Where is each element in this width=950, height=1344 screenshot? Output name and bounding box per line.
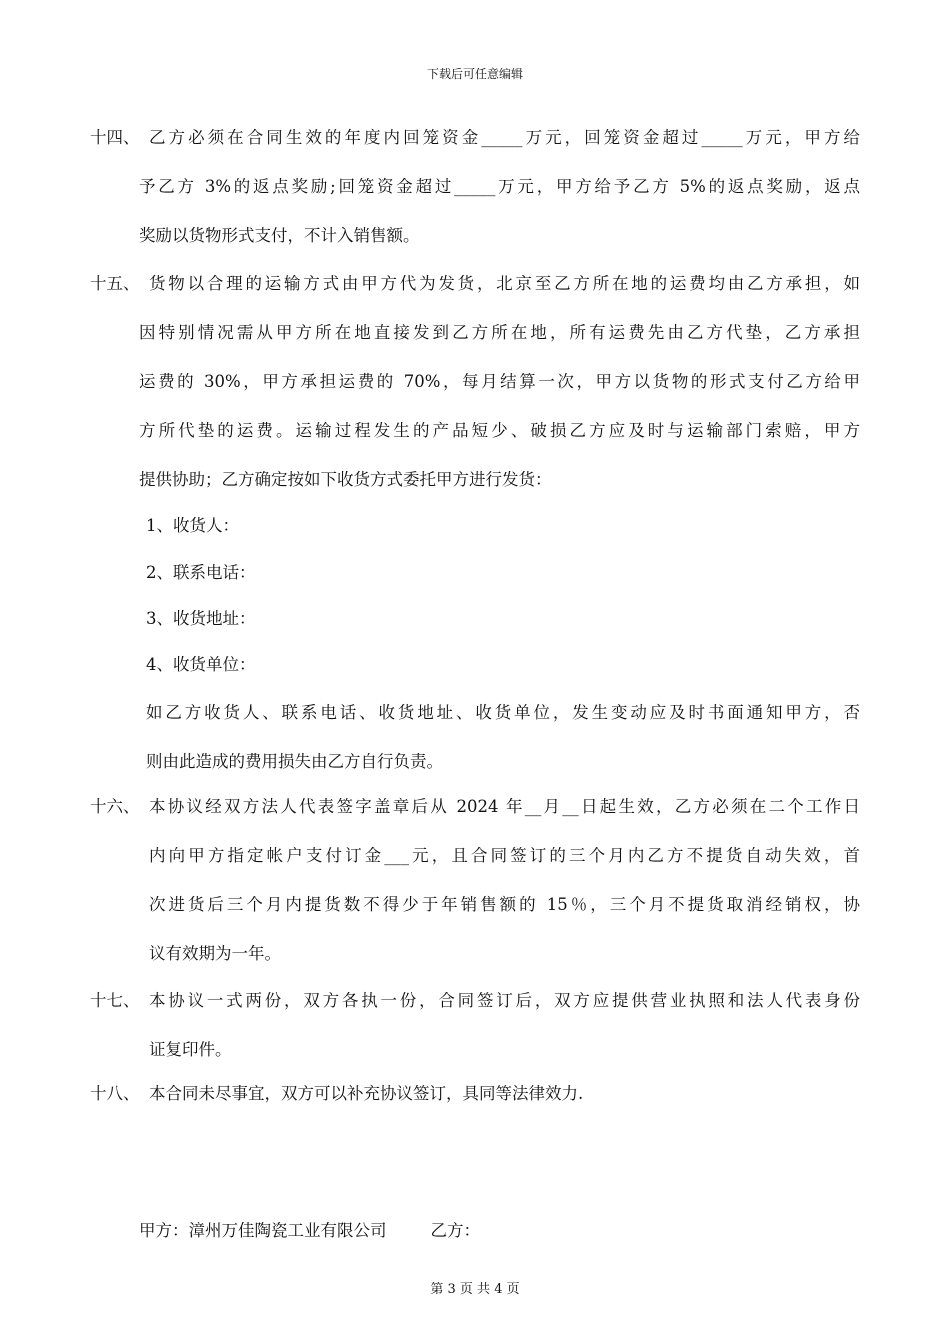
clause-number: 十八、 xyxy=(90,1084,140,1103)
clause-15 xyxy=(90,259,860,504)
clause-text-line: 予乙方 3%的返点奖励;回笼资金超过_____万元，甲方给予乙方 5%的返点奖励，返点 xyxy=(139,177,860,196)
clause-text-line: 因特别情况需从甲方所在地直接发到乙方所在地，所有运费先由乙方代垫，乙方承担 xyxy=(139,323,860,342)
page-header: 下载后可任意编辑 xyxy=(426,67,523,81)
consignee-field: 1、收货人： xyxy=(146,516,239,535)
party-b-signature: 乙方： xyxy=(430,1221,480,1240)
delivery-address-field: 3、收货地址： xyxy=(146,609,256,628)
clause-17 xyxy=(90,976,860,1074)
clause-16 xyxy=(90,782,860,978)
clause-text-line: 乙方必须在合同生效的年度内回笼资金_____万元，回笼资金超过_____万元，甲方给 xyxy=(149,128,860,147)
clause-text-line: 本协议一式两份，双方各执一份，合同签订后，双方应提供营业执照和法人代表身份 xyxy=(149,991,860,1010)
contact-phone-field: 2、联系电话： xyxy=(146,563,256,582)
clause-text-line: 运费的 30%，甲方承担运费的 70%，每月结算一次，甲方以货物的形式支付乙方给甲 xyxy=(139,372,860,391)
clause-text-line: 本合同未尽事宜，双方可以补充协议签订，具同等法律效力. xyxy=(149,1084,584,1103)
change-notice-note xyxy=(146,688,860,786)
clause-text-line: 本协议经双方法人代表签字盖章后从 2024 年__月__日起生效，乙方必须在二个工作日 xyxy=(149,797,860,816)
receiving-unit-field: 4、收货单位： xyxy=(146,655,256,674)
clause-text-line: 方所代垫的运费。运输过程发生的产品短少、破损乙方应及时与运输部门索赔，甲方 xyxy=(139,421,860,440)
note-text-line: 则由此造成的费用损失由乙方自行负责。 xyxy=(146,752,443,771)
clause-text-line: 货物以合理的运输方式由甲方代为发货，北京至乙方所在地的运费均由乙方承担，如 xyxy=(149,274,860,293)
clause-text-line: 奖励以货物形式支付，不计入销售额。 xyxy=(139,226,420,245)
clause-number: 十五、 xyxy=(90,274,140,293)
party-a-signature: 甲方：漳州万佳陶瓷工业有限公司 xyxy=(139,1221,387,1240)
clause-18 xyxy=(90,1069,860,1118)
clause-number: 十四、 xyxy=(90,128,140,147)
clause-text-line: 议有效期为一年。 xyxy=(149,944,281,963)
clause-text-line: 内向甲方指定帐户支付订金___元，且合同签订的三个月内乙方不提货自动失效，首 xyxy=(149,846,860,865)
clause-text-line: 次进货后三个月内提货数不得少于年销售额的 15％，三个月不提货取消经销权，协 xyxy=(149,895,860,914)
page-number: 第 3 页 共 4 页 xyxy=(430,1282,520,1297)
note-text-line: 如乙方收货人、联系电话、收货地址、收货单位，发生变动应及时书面通知甲方，否 xyxy=(146,703,860,722)
clause-text-line: 证复印件。 xyxy=(149,1040,232,1059)
clause-text-line: 提供协助；乙方确定按如下收货方式委托甲方进行发货： xyxy=(139,470,552,489)
clause-14 xyxy=(90,113,860,260)
clause-number: 十七、 xyxy=(90,991,140,1010)
clause-number: 十六、 xyxy=(90,797,140,816)
signature-block xyxy=(139,1219,480,1243)
